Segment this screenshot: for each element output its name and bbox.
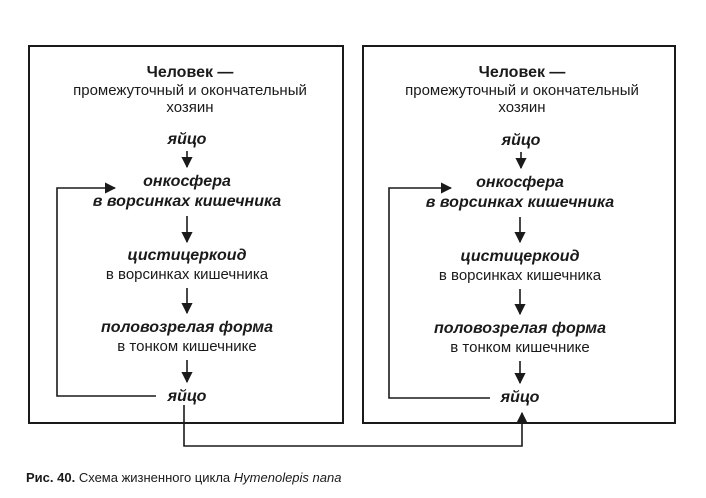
right-cysticercoid-location: в ворсинках кишечника [438, 267, 602, 284]
figure-caption [26, 470, 341, 485]
caption-species: Hymenolepis nana [233, 470, 342, 485]
left-oncosphere: онкосфера [143, 173, 231, 190]
caption-text: Схема жизненного цикла [78, 470, 231, 485]
left-cysticercoid: цистицеркоид [127, 247, 247, 264]
right-oncosphere: онкосфера [476, 174, 564, 191]
left-egg-bottom: яйцо [167, 388, 207, 405]
left-lifecycle-box [29, 46, 343, 423]
right-cysticercoid: цистицеркоид [460, 248, 580, 265]
right-lifecycle-box [363, 46, 675, 423]
right-autoinfection-loop-arrow [389, 188, 490, 398]
right-adult-location: в тонком кишечнике [450, 339, 590, 356]
left-egg-top: яйцо [167, 131, 207, 148]
right-host-title: Человек — [478, 64, 566, 81]
caption-label: Рис. 40. [26, 470, 76, 485]
right-egg-bottom: яйцо [500, 389, 540, 406]
right-oncosphere-location: в ворсинках кишечника [425, 194, 615, 211]
left-host-line2: промежуточный и окончательный [73, 82, 307, 99]
left-cysticercoid-location: в ворсинках кишечника [105, 266, 269, 283]
left-adult-location: в тонком кишечнике [117, 338, 257, 355]
right-host-line3: хозяин [498, 99, 546, 116]
right-adult-form: половозрелая форма [433, 320, 607, 337]
right-egg-top: яйцо [501, 132, 541, 149]
left-oncosphere-location: в ворсинках кишечника [92, 193, 282, 210]
right-host-line2: промежуточный и окончательный [405, 82, 639, 99]
left-to-right-connector-arrow [184, 405, 522, 446]
left-autoinfection-loop-arrow [57, 188, 156, 396]
left-adult-form: половозрелая форма [100, 319, 274, 336]
left-host-line3: хозяин [166, 99, 214, 116]
left-host-title: Человек — [146, 64, 234, 81]
